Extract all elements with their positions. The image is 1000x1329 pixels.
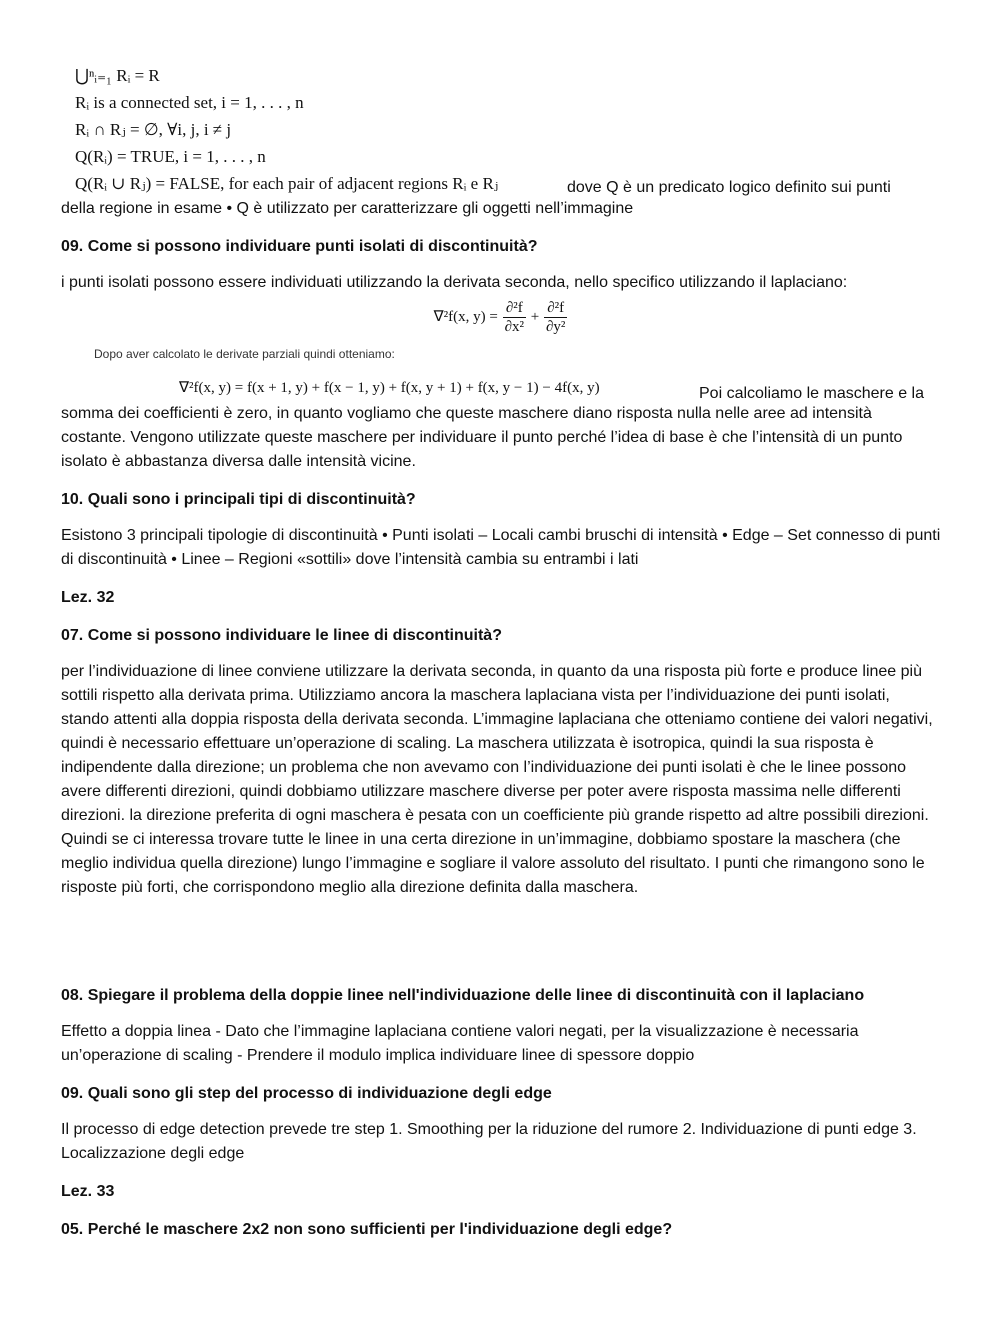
laplacian-equation: [61, 299, 941, 336]
segmentation-conditions: [75, 62, 891, 197]
discrete-laplacian-row: [61, 376, 941, 402]
answer-07: per l’individuazione di linee conviene utilizzare la derivata seconda, in quanto da una risposta più forte e produce linee più sottili rispetto alla derivata prima. Utilizziamo ancora la maschera laplaciana vista per l’individuazione dei punti isolati, stando attenti alla doppia risposta della derivata seconda. L’immagine laplaciana che otteniamo contiene dei valori negativi, quindi è necessario effettuare un’operazione di scaling. La maschera utilizzata è isotropica, quindi la sua risposta è indipendente dalla direzione; un problema che non avevamo con l’individuazione dei punti isolati è che le linee possono avere differenti direzioni, quindi dobbiamo utilizzare maschere diverse per poter avere risposta massima nelle differenti direzioni. la direzione preferita di ogni maschera è pesata con un coefficiente più grande rispetto ad altre possibili direzioni. Quindi se ci interessa trovare tutte le linee in una certa direzione in un’immagine, dobbiamo spostare la maschera (che meglio individua quella direzione) lungo l’immagine e sogliare il valore assoluto del risultato. I punti che rimangono sono le risposte più forti, che corrispondono meglio alla direzione definita dalla maschera.: [61, 663, 933, 896]
question-09-edge-steps: 09. Quali sono gli step del processo di individuazione degli edge: [61, 1085, 552, 1102]
condition-predicate-false: Q(Rᵢ ∪ Rⱼ) = FALSE, for each pair of adjacent regions Rᵢ e Rⱼ: [75, 174, 499, 193]
predicate-definition-continuation: della regione in esame • Q è utilizzato per caratterizzare gli oggetti nell’immagine: [61, 200, 634, 217]
answer-08: Effetto a doppia linea - Dato che l’immagine laplaciana contiene valori negati, per la visualizzazione è necessaria un’operazione di scaling - Prendere il modulo implica individuare linee di spessore doppio: [61, 1023, 859, 1064]
condition-union: ⋃ⁿᵢ₌₁ Rᵢ = R: [75, 66, 160, 85]
document-page: [61, 62, 941, 1254]
fraction-x-numerator: ∂²f: [503, 299, 526, 318]
fraction-y-denominator: ∂y²: [545, 319, 566, 335]
lesson-32-heading: Lez. 32: [61, 589, 115, 606]
answer-09-edge-steps: Il processo di edge detection prevede tre step 1. Smoothing per la riduzione del rumore 2. Individuazione di punti edge 3. Localizzazione degli edge: [61, 1121, 917, 1162]
answer-09-intro: i punti isolati possono essere individuati utilizzando la derivata seconda, nello specifico utilizzando il laplaciano:: [61, 274, 848, 291]
fraction-x: [503, 299, 526, 336]
laplacian-lhs: ∇²f(x, y) =: [433, 308, 498, 325]
condition-predicate-true: Q(Rᵢ) = TRUE, i = 1, . . . , n: [75, 147, 266, 166]
fraction-y-numerator: ∂²f: [544, 299, 567, 318]
condition-connected: Rᵢ is a connected set, i = 1, . . . , n: [75, 93, 304, 112]
question-09-isolated-points: 09. Come si possono individuare punti isolati di discontinuità?: [61, 238, 538, 255]
question-08-double-lines: 08. Spiegare il problema della doppie linee nell'individuazione delle linee di discontinuità con il laplaciano: [61, 987, 865, 1004]
spacer: [61, 900, 941, 970]
partial-derivatives-note: Dopo aver calcolato le derivate parziali quindi otteniamo:: [94, 347, 395, 361]
plus-sign: +: [530, 308, 540, 325]
lesson-33-heading: Lez. 33: [61, 1183, 115, 1200]
masks-inline-text: Poi calcoliamo le maschere e la: [699, 385, 924, 402]
fraction-y: [544, 299, 567, 336]
answer-10: Esistono 3 principali tipologie di discontinuità • Punti isolati – Locali cambi bruschi di intensità • Edge – Set connesso di punti di discontinuità • Linee – Regioni «sottili» dove l’intensità cambia su entrambi i lati: [61, 527, 941, 568]
predicate-definition-inline: dove Q è un predicato logico definito sui punti: [567, 179, 891, 196]
condition-disjoint: Rᵢ ∩ Rⱼ = ∅, ∀i, j, i ≠ j: [75, 120, 232, 139]
fraction-x-denominator: ∂x²: [504, 319, 524, 335]
answer-09-continuation: somma dei coefficienti è zero, in quanto vogliamo che queste maschere diano risposta nulla nelle aree ad intensità costante. Vengono utilizzate queste maschere per individuare il punto perché l’idea di base è che l’intensità di un punto isolato è abbastanza diversa dalle intensità vicine.: [61, 405, 903, 470]
question-05-2x2-masks: 05. Perché le maschere 2x2 non sono sufficienti per l'individuazione degli edge?: [61, 1221, 673, 1238]
question-07-lines: 07. Come si possono individuare le linee di discontinuità?: [61, 627, 502, 644]
discrete-laplacian-equation: ∇²f(x, y) = f(x + 1, y) + f(x − 1, y) + f(x, y + 1) + f(x, y − 1) − 4f(x, y): [179, 380, 600, 396]
question-10-discontinuity-types: 10. Quali sono i principali tipi di discontinuità?: [61, 491, 416, 508]
condition-predicate-false-row: [75, 170, 891, 197]
